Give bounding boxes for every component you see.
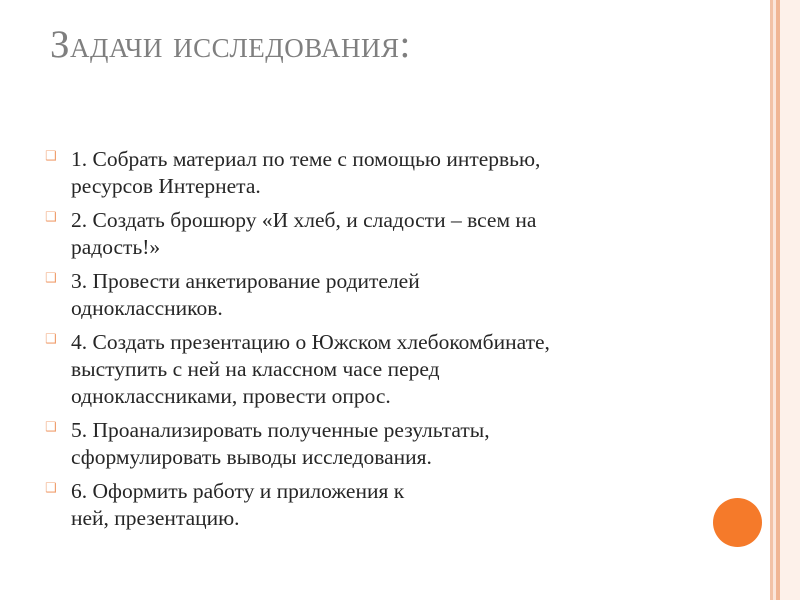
task-item — [45, 329, 705, 410]
task-item — [45, 146, 705, 200]
bullet-icon: ❑ — [45, 149, 57, 164]
bullet-icon: ❑ — [45, 420, 57, 435]
task-line: одноклассников. — [71, 296, 223, 320]
task-line: одноклассниками, провести опрос. — [71, 384, 391, 408]
bullet-icon: ❑ — [45, 271, 57, 286]
task-item — [45, 268, 705, 322]
task-line: 5. Проанализировать полученные результаты, — [71, 418, 490, 442]
task-line: 6. Оформить работу и приложения к — [71, 479, 405, 503]
task-list — [45, 146, 705, 539]
frame-stripe — [780, 0, 800, 600]
accent-circle — [713, 498, 762, 547]
bullet-icon: ❑ — [45, 481, 57, 496]
bullet-icon: ❑ — [45, 210, 57, 225]
task-line: радость!» — [71, 235, 161, 259]
task-item — [45, 478, 705, 532]
task-line: 3. Провести анкетирование родителей — [71, 269, 420, 293]
task-line: ней, презентацию. — [71, 506, 240, 530]
task-item — [45, 417, 705, 471]
task-line: 2. Создать брошюру «И хлеб, и сладости – всем на — [71, 208, 537, 232]
task-line: ресурсов Интернета. — [71, 174, 261, 198]
bullet-icon: ❑ — [45, 332, 57, 347]
task-line: 4. Создать презентацию о Южском хлебокомбинате, — [71, 330, 550, 354]
task-item — [45, 207, 705, 261]
slide-title: Задачи исследования: — [50, 23, 411, 66]
task-line: 1. Собрать материал по теме с помощью интервью, — [71, 147, 541, 171]
task-line: выступить с ней на классном часе перед — [71, 357, 440, 381]
task-line: сформулировать выводы исследования. — [71, 445, 432, 469]
